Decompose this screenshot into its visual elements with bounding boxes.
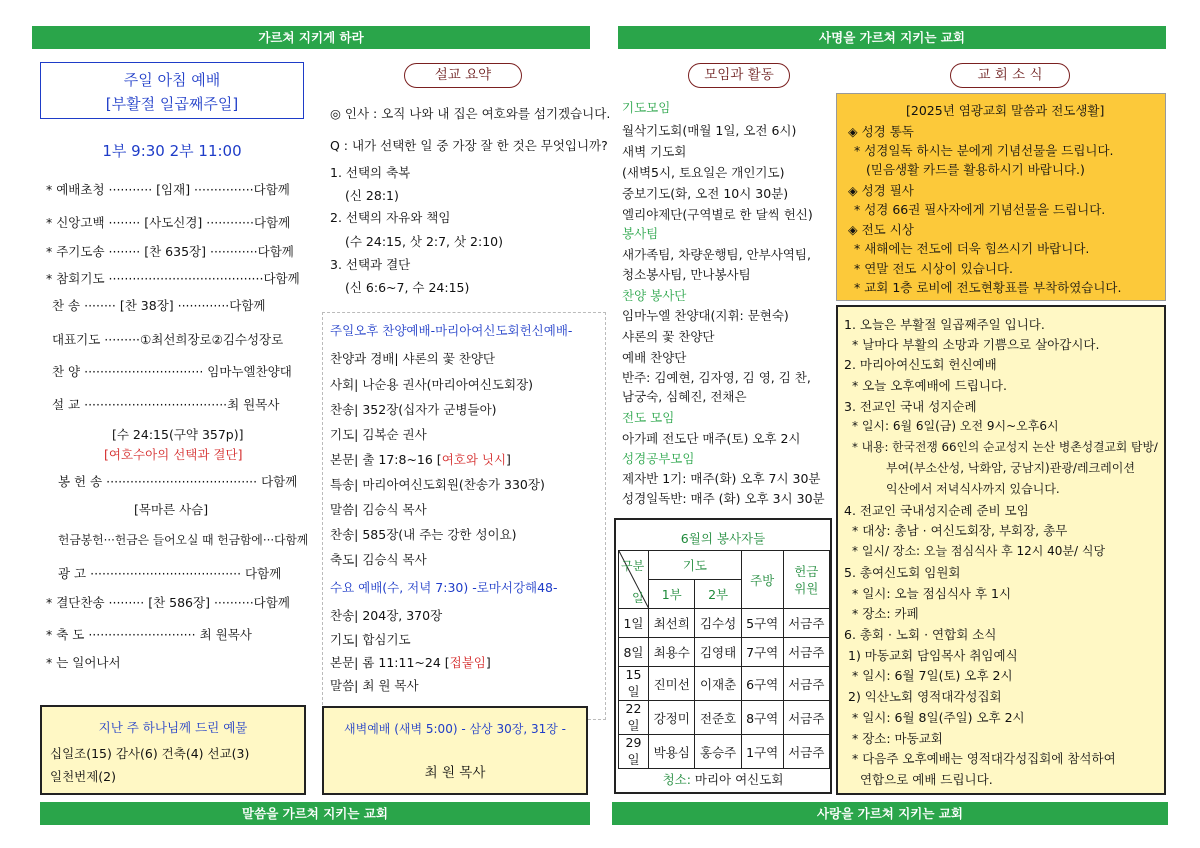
meeting-line: 월삭기도회(매월 1일, 오전 6시) [622, 123, 797, 138]
header-gubun [619, 551, 649, 609]
offering-hymn: [목마른 사슴] [134, 502, 209, 517]
order-item: 헌금봉헌···헌금은 들어오실 때 헌금함에···다함께 [58, 533, 309, 547]
afternoon-title: 주일오후 찬양예배-마리아여신도회헌신예배- [330, 323, 573, 338]
cell: 이재춘 [695, 667, 741, 701]
meeting-line: 중보기도(화, 오전 10시 30분) [622, 186, 789, 201]
news-sub: * 대상: 총남 · 여신도회장, 부회장, 총무 [852, 523, 1068, 538]
wednesday-item: 말씀| 최 원 목사 [330, 678, 419, 693]
cell: 서금주 [783, 638, 829, 667]
notice-line: * 성경일독 하시는 분에게 기념선물을 드립니다. [854, 143, 1114, 158]
meeting-line: 새가족팀, 차량운행팀, 안부사역팀, [622, 247, 811, 262]
meeting-line: (새벽5시, 토요일은 개인기도) [622, 165, 785, 180]
afternoon-item: 축도| 김승식 목사 [330, 552, 427, 567]
dawn-box [322, 706, 588, 795]
meeting-heading: 전도 모임 [622, 410, 675, 425]
meeting-line: 샤론의 꽃 찬양단 [622, 329, 715, 344]
wednesday-text-line [330, 655, 491, 670]
cell: 서금주 [783, 609, 829, 638]
sermon-point: 3. 선택과 결단 [330, 257, 411, 272]
news-sub: * 장소: 마동교회 [852, 731, 943, 746]
news-sub: * 장소: 카페 [852, 606, 919, 621]
afternoon-item: 찬송| 352장(십자가 군병들아) [330, 402, 497, 417]
worship-subtitle: [부활절 일곱째주일] [105, 95, 239, 113]
table-row [619, 701, 830, 735]
wednesday-text-close: ] [485, 655, 491, 670]
sermon-question: Q : 내가 선택한 일 중 가장 잘 한 것은 무엇입니까? [330, 138, 608, 153]
order-item: * 신앙고백 ········ [사도신경] ············다함께 [46, 215, 291, 230]
notice-line: * 연말 전도 시상이 있습니다. [854, 261, 1013, 276]
header-bar-right: 사명을 가르쳐 지키는 교회 [618, 26, 1166, 49]
servers-box [614, 518, 832, 794]
cleaning-line [616, 770, 830, 788]
order-item: 찬 송 ········ [찬 38장] ·············다함께 [52, 298, 266, 313]
news-sub: * 내용: 한국전쟁 66인의 순교성지 논산 병촌성결교회 탐방/ [852, 440, 1158, 454]
news-sub: 익산에서 저녁식사까지 있습니다. [886, 482, 1060, 496]
afternoon-text-close: ] [506, 452, 511, 467]
offering-counts-2: 일천번제(2) [50, 769, 117, 784]
cell: 최선희 [649, 609, 695, 638]
cell: 최용수 [649, 638, 695, 667]
notice-heading: ◈ 성경 통독 [848, 124, 914, 139]
news-sub: 2) 익산노회 영적대각성집회 [848, 689, 1002, 704]
dawn-title: 새벽예배 (새벽 5:00) - 삼상 30장, 31장 - [344, 722, 566, 736]
header-2bu: 2부 [695, 580, 741, 609]
notice-heading: ◈ 성경 필사 [848, 183, 914, 198]
sermon-ref: (신 6:6~7, 수 24:15) [345, 280, 470, 295]
meeting-heading: 찬양 봉사단 [622, 288, 687, 303]
cell: 8구역 [741, 701, 783, 735]
cell-date: 29일 [619, 735, 649, 769]
news-sub: * 다음주 오후예배는 영적대각성집회에 참석하여 [852, 751, 1116, 766]
header-1bu: 1부 [649, 580, 695, 609]
order-item: 광 고 ······································ 다함께 [58, 566, 282, 581]
sermon-title: [여호수아의 선택과 결단] [104, 447, 243, 462]
cell: 진미선 [649, 667, 695, 701]
notice-title: [2025년 염광교회 말씀과 전도생활] [906, 103, 1105, 118]
afternoon-item: 찬양과 경배| 샤론의 꽃 찬양단 [330, 351, 496, 366]
header-il-label: 일 [632, 591, 644, 605]
order-item: 봉 헌 송 ······································ 다함께 [58, 474, 298, 489]
header-gubun-label: 구분 [621, 559, 645, 573]
afternoon-text-title: 여호와 닛시 [441, 452, 507, 467]
news-item: 6. 총회 · 노회 · 연합회 소식 [844, 627, 997, 642]
afternoon-item: 기도| 김복순 권사 [330, 427, 427, 442]
afternoon-item: 찬송| 585장(내 주는 강한 성이요) [330, 527, 517, 542]
cleaning-label: 청소: [662, 772, 691, 787]
worship-title: 주일 아침 예배 [123, 71, 221, 89]
news-sub: * 일시: 6월 7일(토) 오후 2시 [852, 668, 1013, 683]
cell: 7구역 [741, 638, 783, 667]
meeting-line: 성경일독반: 매주 (화) 오후 3시 30분 [622, 491, 825, 506]
church-news-pill: 교 회 소 식 [950, 63, 1070, 88]
cell-date: 22일 [619, 701, 649, 735]
cell-date: 1일 [619, 609, 649, 638]
cell: 전준호 [695, 701, 741, 735]
news-item: 4. 전교인 국내성지순례 준비 모임 [844, 503, 1029, 518]
footer-bar-left: 말씀을 가르쳐 지키는 교회 [40, 802, 590, 825]
cell: 서금주 [783, 735, 829, 769]
offering-box [40, 705, 306, 795]
wednesday-text: 본문| 롬 11:11~24 [ [330, 655, 450, 670]
notice-line: (믿음생활 카드를 활용하시기 바랍니다.) [866, 162, 1085, 177]
wednesday-item: 기도| 합심기도 [330, 632, 411, 647]
news-item: 5. 총여신도회 임원회 [844, 565, 961, 580]
meeting-heading: 봉사팀 [622, 226, 659, 241]
cleaning-value: 마리아 여신도회 [690, 772, 784, 787]
table-row [619, 667, 830, 701]
order-item: * 결단찬송 ········· [찬 586장] ··········다함께 [46, 595, 290, 610]
meeting-line: 아가페 전도단 매주(토) 오후 2시 [622, 431, 801, 446]
sermon-summary-pill: 설교 요약 [404, 63, 522, 88]
scripture-ref: [수 24:15(구약 357p)] [112, 427, 244, 442]
header-offering [783, 551, 829, 609]
table-row [619, 609, 830, 638]
offering-counts: 십일조(15) 감사(6) 건축(4) 선교(3) [50, 746, 250, 761]
wednesday-title: 수요 예배(수, 저녁 7:30) -로마서강해48- [330, 580, 558, 595]
cell: 서금주 [783, 701, 829, 735]
news-item: 1. 오늘은 부활절 일곱째주일 입니다. [844, 317, 1045, 332]
afternoon-item: 말씀| 김승식 목사 [330, 502, 427, 517]
servers-title: 6월의 봉사자들 [680, 531, 766, 546]
cell: 6구역 [741, 667, 783, 701]
afternoon-item: 사회| 나순용 권사(마리아여신도회장) [330, 377, 534, 392]
notice-line: * 새해에는 전도에 더욱 힘쓰시기 바랍니다. [854, 241, 1090, 256]
news-sub: 부여(부소산성, 낙화암, 궁남지)관광/레크레이션 [886, 461, 1135, 475]
news-sub: * 오늘 오후예배에 드립니다. [852, 378, 1007, 393]
cell: 5구역 [741, 609, 783, 638]
cell: 김수성 [695, 609, 741, 638]
sermon-point: 1. 선택의 축복 [330, 165, 411, 180]
meetings-pill: 모임과 활동 [688, 63, 790, 88]
worship-title-box [40, 62, 304, 119]
order-item: 설 교 ····································최 원목사 [52, 397, 280, 412]
afternoon-text: 본문| 출 17:8~16 [ [330, 452, 442, 467]
order-item: 찬 양 ······························ 임마누엘찬양대 [52, 364, 292, 379]
order-item: * 참회기도 ·······································다함께 [46, 271, 300, 286]
news-sub: * 일시: 6월 8일(주일) 오후 2시 [852, 710, 1025, 725]
order-item: * 축 도 ··························· 최 원목사 [46, 627, 252, 642]
order-item: * 주기도송 ········ [찬 635장] ············다함께 [46, 244, 294, 259]
cell: 홍승주 [695, 735, 741, 769]
wednesday-item: 찬송| 204장, 370장 [330, 608, 443, 623]
news-sub: * 일시: 오늘 점심식사 후 1시 [852, 586, 1012, 601]
news-sub: 1) 마동교회 담임목사 취임예식 [848, 648, 1018, 663]
dawn-preacher: 최 원 목사 [424, 765, 486, 781]
cell: 강정미 [649, 701, 695, 735]
meeting-line: 남궁숙, 심혜진, 전채은 [622, 389, 747, 404]
cell: 서금주 [783, 667, 829, 701]
header-host: 주방 [741, 551, 783, 609]
header-offering-2: 위원 [794, 580, 819, 596]
notice-heading: ◈ 전도 시상 [848, 222, 914, 237]
sermon-point: 2. 선택의 자유와 책임 [330, 210, 451, 225]
meeting-line: 엘리야제단(구역별로 한 달씩 헌신) [622, 207, 813, 222]
news-item: 2. 마리아여신도회 헌신예배 [844, 357, 997, 372]
table-row [619, 735, 830, 769]
afternoon-item: 특송| 마리아여신도회원(찬송가 330장) [330, 477, 545, 492]
meeting-line: 청소봉사팀, 만나봉사팀 [622, 267, 751, 282]
meeting-line: 제자반 1기: 매주(화) 오후 7시 30분 [622, 471, 821, 486]
header-prayer: 기도 [649, 551, 742, 580]
sermon-ref: (수 24:15, 삿 2:7, 삿 2:10) [345, 234, 504, 249]
meeting-heading: 기도모임 [622, 100, 671, 115]
header-offering-1: 헌금 [794, 563, 819, 579]
worship-times: 1부 9:30 2부 11:00 [102, 142, 242, 160]
servers-table [618, 550, 830, 769]
order-item: 대표기도 ·········①최선희장로②김수성장로 [52, 332, 284, 347]
wednesday-text-title: 접붙임 [449, 655, 486, 670]
sermon-ref: (신 28:1) [345, 188, 399, 203]
meeting-heading: 성경공부모임 [622, 451, 695, 466]
afternoon-text-line [330, 452, 511, 467]
notice-line: * 교회 1층 로비에 전도현황표를 부착하였습니다. [854, 280, 1122, 295]
cell: 박용심 [649, 735, 695, 769]
cell-date: 15일 [619, 667, 649, 701]
meeting-line: 새벽 기도회 [622, 144, 687, 159]
table-row [619, 638, 830, 667]
news-sub: * 일시/ 장소: 오늘 점심식사 후 12시 40분/ 식당 [852, 544, 1106, 558]
standing-note: * 는 일어나서 [46, 655, 121, 670]
news-sub: 연합으로 예배 드립니다. [860, 772, 993, 787]
news-sub: * 날마다 부활의 소망과 기쁨으로 살아갑시다. [852, 337, 1100, 352]
cell-date: 8일 [619, 638, 649, 667]
header-bar-left: 가르쳐 지키게 하라 [32, 26, 590, 49]
notice-line: * 성경 66권 필사자에게 기념선물을 드립니다. [854, 202, 1106, 217]
order-item: * 예배초청 ··········· [임재] ···············다함께 [46, 182, 290, 197]
sermon-greeting: ◎ 인사 : 오직 나와 내 집은 여호와를 섬기겠습니다. [330, 106, 611, 121]
cell: 1구역 [741, 735, 783, 769]
footer-bar-right: 사랑을 가르쳐 지키는 교회 [612, 802, 1168, 825]
meeting-line: 반주: 김예현, 김자영, 김 영, 김 찬, [622, 370, 811, 385]
cell: 김영태 [695, 638, 741, 667]
meeting-line: 임마누엘 찬양대(지휘: 문현숙) [622, 308, 789, 323]
meeting-line: 예배 찬양단 [622, 350, 687, 365]
news-sub: * 일시: 6월 6일(금) 오전 9시~오후6시 [852, 419, 1059, 433]
news-item: 3. 전교인 국내 성지순례 [844, 399, 977, 414]
offering-title: 지난 주 하나님께 드린 예물 [98, 720, 248, 735]
